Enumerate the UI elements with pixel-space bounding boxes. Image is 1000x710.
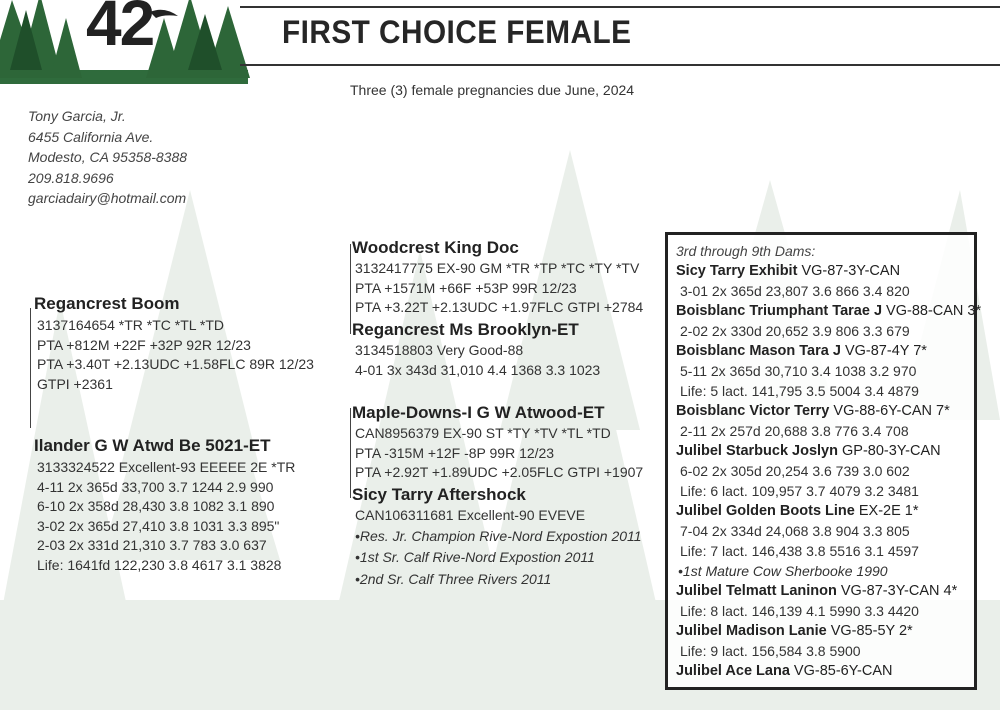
sire-line: GTPI +2361 <box>37 375 113 392</box>
paternal-grandsire-line: PTA +1571M +66F +53P 99R 12/23 <box>355 279 577 296</box>
dam-entry-record: 7-04 2x 334d 24,068 3.8 904 3.3 805 <box>680 523 910 539</box>
page-subtitle: Three (3) female pregnancies due June, 2024 <box>350 82 635 98</box>
paternal-grandsire-line: PTA +3.22T +2.13UDC +1.97FLC GTPI +2784 <box>355 299 644 315</box>
dam-entry-name <box>676 301 981 321</box>
dam-entry-record: Life: 6 lact. 109,957 3.7 4079 3.2 3481 <box>680 483 919 499</box>
dam-entry-classification: VG-87-4Y 7* <box>844 343 927 359</box>
lot-number: 42 <box>86 0 154 59</box>
paternal-granddam-line: 3134518803 Very Good-88 <box>355 342 524 358</box>
maternal-grandsire-line: PTA +2.92T +1.89UDC +2.05FLC GTPI +1907 <box>355 464 644 480</box>
consignor-email: garciadairy@hotmail.com <box>28 190 187 206</box>
dam-entry-record: Life: 5 lact. 141,795 3.5 5004 3.4 4879 <box>680 383 919 399</box>
paternal-grandsire-line: 3132417775 EX-90 GM *TR *TP *TC *TY *TV <box>355 260 640 276</box>
header-divider-bottom <box>240 64 1000 66</box>
dam-entry-note: •1st Mature Cow Sherbooke 1990 <box>678 563 888 579</box>
dam-entry-name <box>676 441 981 461</box>
paternal-grandsire-name: Woodcrest King Doc <box>352 238 519 257</box>
dam-entry-animal-name: Julibel Madison Lanie <box>676 623 827 639</box>
consignor-city: Modesto, CA 95358-8388 <box>28 149 188 165</box>
dam-entry-animal-name: Boisblanc Triumphant Tarae J <box>676 303 883 319</box>
consignor-name: Tony Garcia, Jr. <box>28 108 126 124</box>
dam-block <box>34 436 295 575</box>
maternal-grandsire-line: PTA -315M +12F -8P 99R 12/23 <box>355 444 555 461</box>
extended-dams-header: 3rd through 9th Dams: <box>676 243 816 259</box>
dam-entry-record: 6-02 2x 305d 20,254 3.6 739 3.0 602 <box>680 463 910 479</box>
dam-entry-name <box>676 581 981 601</box>
dam-entry-classification: VG-87-3Y-CAN 4* <box>840 583 958 599</box>
dam-line: 4-11 2x 365d 33,700 3.7 1244 2.9 990 <box>37 478 274 495</box>
maternal-granddam-name: Sicy Tarry Aftershock <box>352 485 526 504</box>
maternal-granddam-block <box>352 485 642 590</box>
dam-entry-animal-name: Boisblanc Mason Tara J <box>676 343 841 359</box>
paternal-grandsire-block <box>352 238 643 318</box>
dam-entry-record: Life: 8 lact. 146,139 4.1 5990 3.3 4420 <box>680 603 919 619</box>
dam-entry-name <box>676 621 981 641</box>
dam-entry-record: Life: 7 lact. 146,438 3.8 5516 3.1 4597 <box>680 543 919 559</box>
paternal-granddam-block <box>352 320 600 380</box>
dam-entry-classification: VG-87-3Y-CAN <box>801 263 901 279</box>
pedigree-connector-mgs <box>350 408 351 498</box>
dam-entry-animal-name: Julibel Ace Lana <box>676 663 790 679</box>
dam-entry-animal-name: Julibel Starbuck Joslyn <box>676 443 838 459</box>
sire-name: Regancrest Boom <box>34 294 180 313</box>
consignor-phone: 209.818.9696 <box>28 169 114 186</box>
extended-dams-list <box>676 241 981 681</box>
maternal-granddam-award: •1st Sr. Calf Rive-Nord Expostion 2011 <box>355 549 595 565</box>
extended-dams-box <box>665 232 982 690</box>
header-divider-top <box>240 6 1000 8</box>
dam-entry-name <box>676 401 981 421</box>
maternal-grandsire-name: Maple-Downs-I G W Atwood-ET <box>352 403 605 422</box>
pedigree-connector-pgs <box>350 244 351 334</box>
dam-entry-record: Life: 9 lact. 156,584 3.8 5900 <box>680 643 861 659</box>
sire-line: PTA +812M +22F +32P 92R 12/23 <box>37 336 251 353</box>
dam-entry-animal-name: Julibel Golden Boots Line <box>676 503 855 519</box>
dam-entry-classification: VG-85-6Y-CAN <box>793 663 893 679</box>
sire-line: PTA +3.40T +2.13UDC +1.58FLC 89R 12/23 <box>37 356 314 372</box>
paternal-granddam-line: 4-01 3x 343d 31,010 4.4 1368 3.3 1023 <box>355 361 601 378</box>
maternal-granddam-line: CAN106311681 Excellent-90 EVEVE <box>355 507 586 523</box>
dam-line: 2-03 2x 331d 21,310 3.7 783 3.0 637 <box>37 537 267 553</box>
dam-line: 3-02 2x 365d 27,410 3.8 1031 3.3 895" <box>37 517 280 534</box>
dam-entry-animal-name: Sicy Tarry Exhibit <box>676 263 798 279</box>
dam-line: 3133324522 Excellent-93 EEEEE 2E *TR <box>37 459 296 475</box>
dam-entry-name <box>676 341 981 361</box>
dam-entry-classification: VG-88-CAN 3* <box>886 303 982 319</box>
dam-line: 6-10 2x 358d 28,430 3.8 1082 3.1 890 <box>37 498 275 514</box>
dam-entry-animal-name: Boisblanc Victor Terry <box>676 403 830 419</box>
dam-entry-name <box>676 261 981 281</box>
page-title: FIRST CHOICE FEMALE <box>282 14 632 50</box>
dam-entry-animal-name: Julibel Telmatt Laninon <box>676 583 837 599</box>
dam-entry-classification: VG-85-5Y 2* <box>830 623 913 639</box>
dam-entry-record: 2-11 2x 257d 20,688 3.8 776 3.4 708 <box>680 423 909 439</box>
dam-line: Life: 1641fd 122,230 3.8 4617 3.1 3828 <box>37 556 282 573</box>
dam-entry-classification: GP-80-3Y-CAN <box>842 443 941 459</box>
maternal-grandsire-block <box>352 403 643 483</box>
sire-block <box>34 294 314 394</box>
maternal-granddam-award: •2nd Sr. Calf Three Rivers 2011 <box>355 570 552 587</box>
consignor-contact <box>28 106 187 209</box>
pedigree-connector-sire <box>30 308 31 428</box>
dam-entry-name <box>676 501 981 521</box>
dam-entry-name <box>676 661 981 681</box>
sire-line: 3137164654 *TR *TC *TL *TD <box>37 317 225 333</box>
dam-entry-record: 3-01 2x 365d 23,807 3.6 866 3.4 820 <box>680 283 910 299</box>
dam-entry-classification: EX-2E 1* <box>858 503 919 519</box>
dam-name: Ilander G W Atwd Be 5021-ET <box>34 436 271 455</box>
consignor-address: 6455 California Ave. <box>28 128 154 145</box>
dam-entry-record: 2-02 2x 330d 20,652 3.9 806 3.3 679 <box>680 323 910 339</box>
dam-entry-classification: VG-88-6Y-CAN 7* <box>833 403 950 419</box>
maternal-grandsire-line: CAN8956379 EX-90 ST *TY *TV *TL *TD <box>355 425 611 441</box>
maternal-granddam-award: •Res. Jr. Champion Rive-Nord Expostion 2011 <box>355 527 642 544</box>
dam-entry-record: 5-11 2x 365d 30,710 3.4 1038 3.2 970 <box>680 363 917 379</box>
paternal-granddam-name: Regancrest Ms Brooklyn-ET <box>352 320 579 339</box>
